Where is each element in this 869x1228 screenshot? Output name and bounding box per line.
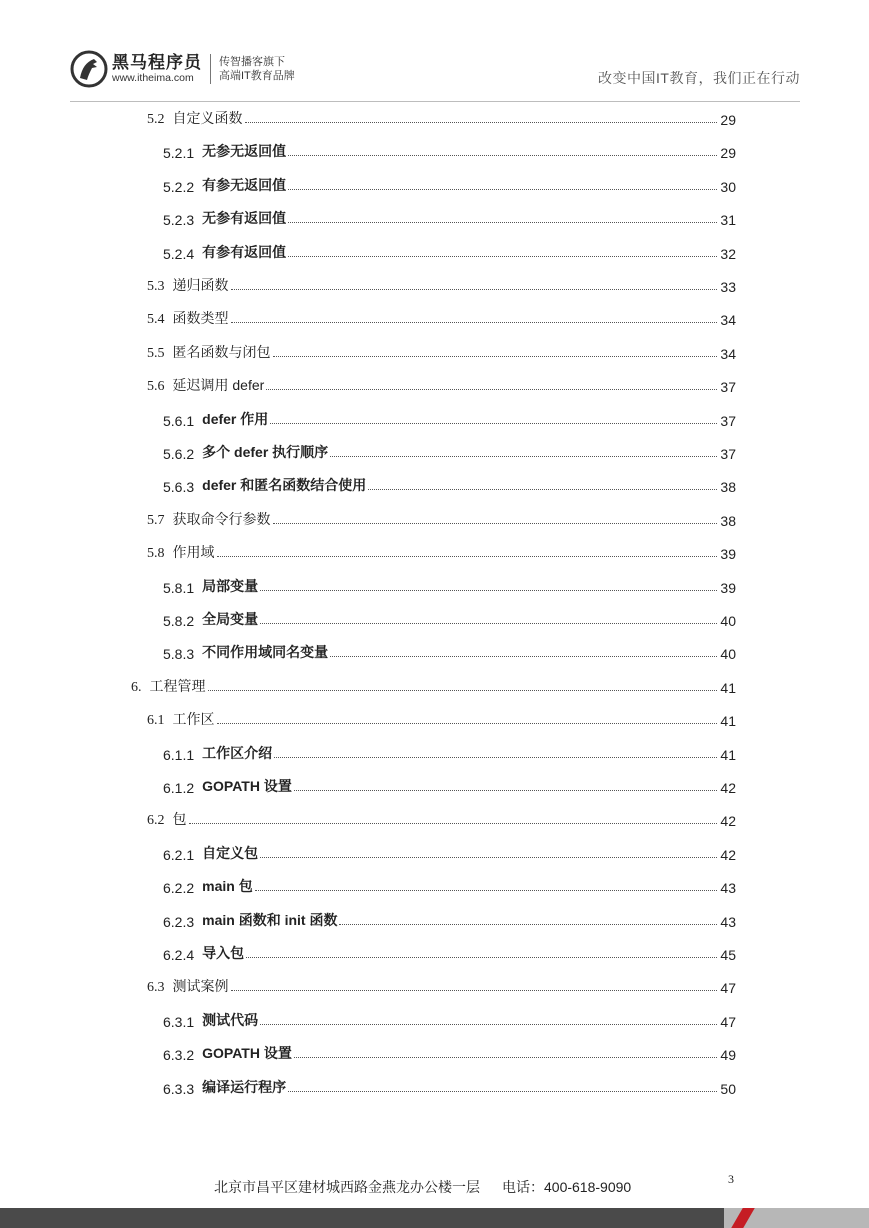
toc-entry-page: 38 [720, 512, 736, 529]
toc-entry-title: main 包 [202, 878, 253, 895]
toc-entry-title: 测试案例 [172, 978, 229, 995]
toc-dot-leader [288, 155, 717, 156]
toc-entry-title: 导入包 [202, 945, 245, 961]
toc-entry-title: GOPATH 设置 [202, 778, 292, 794]
toc-entry[interactable] [147, 340, 736, 362]
toc-dot-leader [330, 456, 717, 457]
toc-entry-page: 43 [720, 880, 736, 897]
toc-entry-page: 42 [720, 780, 736, 796]
toc-entry-title: 测试代码 [202, 1011, 259, 1028]
toc-dot-leader [246, 957, 717, 958]
toc-entry-number: 6.3 [147, 980, 165, 996]
toc-entry[interactable] [147, 106, 736, 128]
toc-entry[interactable] [163, 473, 736, 495]
toc-dot-leader [260, 1024, 717, 1025]
toc-entry-number: 5.6.1 [163, 412, 195, 429]
page-header [0, 0, 869, 102]
toc-entry-title: main 函数和 init 函数 [202, 911, 338, 928]
toc-entry[interactable] [163, 1041, 736, 1063]
toc-entry-title: GOPATH 设置 [202, 1045, 292, 1062]
toc-entry[interactable] [163, 407, 736, 429]
page-number: 3 [728, 1172, 734, 1186]
toc-entry-title: 编译运行程序 [202, 1078, 287, 1095]
footer-phone: 电话：400-618-9090 [502, 1179, 632, 1195]
footer-address: 北京市昌平区建材城西路金燕龙办公楼一层 [214, 1179, 480, 1195]
toc-dot-leader [255, 890, 718, 891]
toc-entry-page: 50 [720, 1080, 736, 1097]
toc-entry-number: 5.2.4 [163, 245, 195, 262]
toc-dot-leader [339, 924, 717, 925]
toc-entry[interactable] [163, 1075, 736, 1097]
toc-entry[interactable] [163, 173, 736, 195]
site-url: www.itheima.com [112, 72, 194, 84]
toc-entry-number: 6.2.4 [163, 947, 195, 963]
toc-entry[interactable] [147, 306, 736, 328]
toc-entry-title: defer 和匿名函数结合使用 [202, 477, 367, 494]
toc-entry-number: 6.1.2 [163, 780, 195, 796]
toc-entry-number: 5.5 [147, 345, 165, 361]
toc-entry-page: 33 [720, 279, 736, 295]
toc-entry-title: 匿名函数与闭包 [172, 343, 271, 360]
toc-dot-leader [288, 256, 717, 257]
toc-dot-leader [260, 590, 717, 591]
toc-entry-title: 局部变量 [202, 577, 259, 594]
toc-entry-number: 5.6 [147, 379, 165, 395]
toc-entry[interactable] [147, 707, 736, 729]
toc-entry-page: 29 [720, 145, 736, 162]
toc-entry[interactable] [163, 908, 736, 930]
toc-entry-page: 41 [720, 679, 736, 696]
toc-entry-number: 5.4 [147, 312, 165, 328]
toc-entry-page: 40 [720, 613, 736, 629]
toc-dot-leader [274, 757, 717, 758]
toc-entry-number: 6.3.2 [163, 1047, 195, 1064]
toc-entry-page: 41 [720, 713, 736, 730]
toc-entry-page: 32 [720, 245, 736, 262]
toc-dot-leader [273, 523, 718, 524]
logo-divider [210, 54, 211, 84]
toc-entry-page: 41 [720, 746, 736, 763]
toc-entry-title: 作用域 [172, 544, 215, 561]
toc-entry-page: 29 [720, 112, 736, 128]
toc-entry-title: 包 [172, 811, 187, 828]
toc-dot-leader [217, 556, 718, 557]
toc-entry[interactable] [163, 741, 736, 763]
toc-dot-leader [288, 1091, 717, 1092]
brand-tagline-2: 高端IT教育品牌 [219, 70, 295, 82]
toc-dot-leader [270, 423, 717, 424]
toc-dot-leader [288, 189, 717, 190]
toc-entry-number: 6.1.1 [163, 746, 195, 763]
toc-entry-number: 5.8.1 [163, 579, 195, 596]
toc-entry-page: 37 [720, 379, 736, 396]
toc-entry-page: 30 [720, 178, 736, 195]
toc-entry-page: 42 [720, 813, 736, 830]
toc-entry-page: 49 [720, 1047, 736, 1064]
toc-entry-title: 有参无返回值 [202, 176, 287, 193]
toc-entry-number: 6.1 [147, 713, 165, 729]
toc-entry-page: 42 [720, 846, 736, 863]
toc-entry-number: 6.2.2 [163, 880, 195, 897]
toc-entry-number: 5.7 [147, 512, 165, 528]
toc-dot-leader [189, 823, 718, 824]
toc-entry[interactable] [163, 774, 736, 796]
logo [70, 50, 295, 88]
toc-entry-title: 自定义包 [202, 844, 259, 861]
toc-entry-title: 自定义函数 [172, 110, 243, 126]
header-slogan: 改变中国IT教育，我们正在行动 [598, 70, 800, 86]
toc-entry[interactable] [163, 1008, 736, 1030]
toc-dot-leader [294, 790, 718, 791]
toc-entry-number: 5.8 [147, 546, 165, 562]
toc-entry-number: 5.2.3 [163, 212, 195, 229]
toc-entry-page: 39 [720, 546, 736, 563]
toc-entry-number: 5.6.3 [163, 479, 195, 496]
toc-entry-page: 47 [720, 980, 736, 997]
toc-entry[interactable] [163, 240, 736, 262]
toc-dot-leader [288, 222, 717, 223]
toc-entry[interactable] [163, 874, 736, 896]
toc-entry-page: 43 [720, 913, 736, 930]
toc-entry-number: 5.2.1 [163, 145, 195, 162]
toc-entry-number: 5.6.2 [163, 446, 195, 462]
toc-entry-page: 38 [720, 479, 736, 496]
toc-entry-number: 5.8.2 [163, 613, 195, 629]
header-divider [70, 101, 800, 102]
toc-dot-leader [330, 656, 717, 657]
toc-dot-leader [266, 389, 717, 390]
toc-dot-leader [231, 289, 718, 290]
toc-entry[interactable] [163, 206, 736, 228]
toc-entry-page: 47 [720, 1013, 736, 1030]
toc-entry-title: defer 作用 [202, 410, 269, 427]
toc-entry[interactable] [163, 841, 736, 863]
toc-dot-leader [231, 322, 718, 323]
toc-entry-page: 34 [720, 312, 736, 329]
toc-entry-page: 37 [720, 446, 736, 462]
toc-entry-page: 37 [720, 412, 736, 429]
toc-entry-title: 工作区介绍 [202, 744, 273, 761]
toc-dot-leader [260, 623, 717, 624]
toc-entry-number: 5.2.2 [163, 178, 195, 195]
toc-entry-page: 45 [720, 947, 736, 963]
toc-entry-title: 有参有返回值 [202, 243, 287, 260]
toc-entry-number: 6.2.3 [163, 913, 195, 930]
toc-entry-title: 无参有返回值 [202, 210, 287, 227]
toc-entry-number: 6.3.3 [163, 1080, 195, 1097]
toc-entry-number: 6.2 [147, 813, 165, 829]
toc-entry[interactable] [147, 807, 736, 829]
footer-contact [214, 1177, 631, 1197]
toc-entry-page: 40 [720, 646, 736, 663]
toc-entry[interactable] [163, 440, 736, 462]
toc-entry-number: 6. [131, 679, 142, 695]
toc-entry[interactable] [147, 540, 736, 562]
toc-entry-title: 函数类型 [172, 310, 229, 327]
horse-logo-icon [70, 50, 108, 88]
toc-dot-leader [368, 489, 717, 490]
toc-entry[interactable] [147, 507, 736, 529]
toc-entry-title: 多个 defer 执行顺序 [202, 444, 329, 460]
toc-entry[interactable] [163, 574, 736, 596]
toc-dot-leader [217, 723, 718, 724]
brand-tagline-1: 传智播客旗下 [219, 56, 285, 68]
toc-entry[interactable] [163, 139, 736, 161]
toc-entry-number: 6.2.1 [163, 846, 195, 863]
toc-dot-leader [294, 1057, 718, 1058]
toc-entry-number: 5.2 [147, 112, 165, 127]
toc-entry-page: 39 [720, 579, 736, 596]
toc-entry-title: 延迟调用 defer [172, 377, 265, 394]
toc-entry-title: 获取命令行参数 [172, 510, 271, 527]
toc-entry[interactable] [131, 674, 736, 696]
toc-dot-leader [231, 990, 718, 991]
toc-entry-title: 工作区 [172, 711, 215, 728]
toc-entry[interactable] [163, 607, 736, 629]
toc-entry-title: 无参无返回值 [202, 143, 287, 160]
toc-entry[interactable] [147, 974, 736, 996]
toc-entry-page: 31 [720, 212, 736, 229]
toc-entry[interactable] [147, 273, 736, 295]
toc-entry[interactable] [163, 941, 736, 963]
toc-entry-page: 34 [720, 345, 736, 362]
toc-entry-title: 工程管理 [149, 677, 206, 694]
toc-entry-number: 5.3 [147, 279, 165, 294]
toc-dot-leader [208, 690, 718, 691]
toc-entry-title: 全局变量 [202, 611, 259, 627]
toc-dot-leader [273, 356, 718, 357]
toc-dot-leader [260, 857, 717, 858]
toc-dot-leader [245, 122, 718, 123]
toc-entry-number: 5.8.3 [163, 646, 195, 663]
toc-entry[interactable] [147, 373, 736, 395]
brand-name: 黑马程序员 [112, 53, 202, 72]
toc-entry[interactable] [163, 640, 736, 662]
toc-entry-title: 递归函数 [172, 277, 229, 293]
toc-entry-number: 6.3.1 [163, 1013, 195, 1030]
toc-entry-title: 不同作用域同名变量 [202, 644, 329, 661]
